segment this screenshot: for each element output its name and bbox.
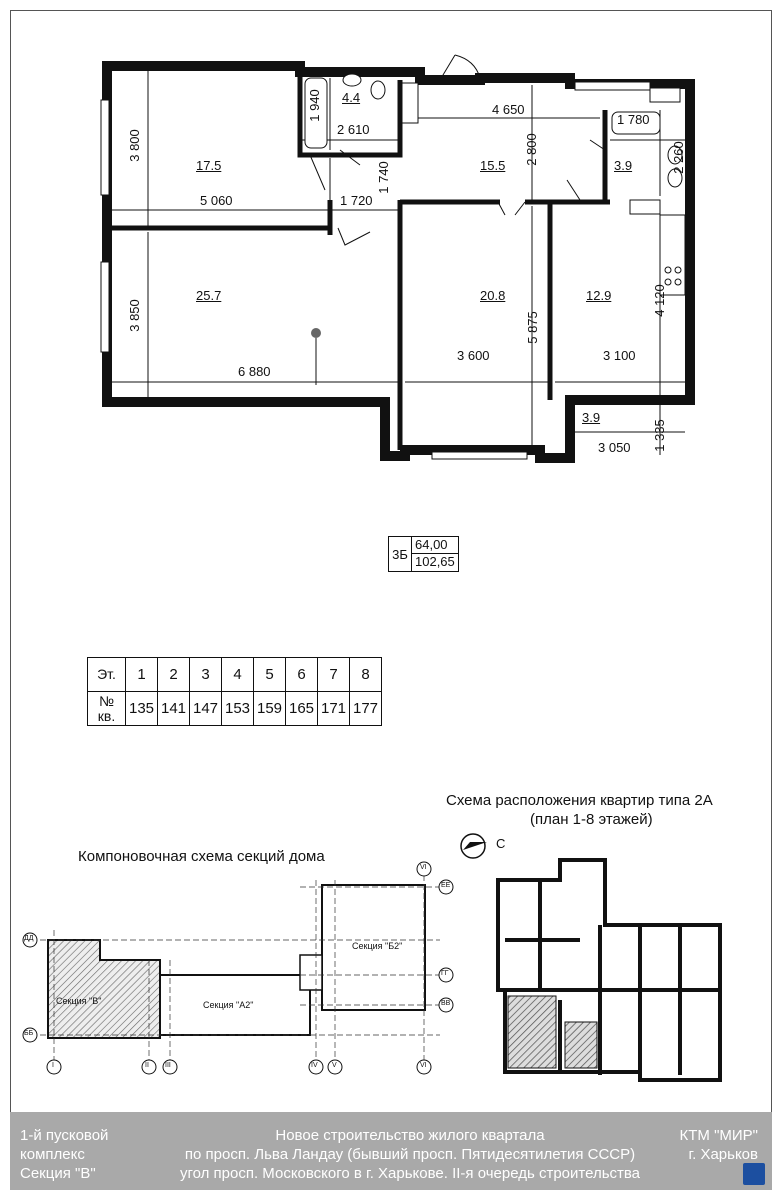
floor-cell: 7 xyxy=(318,658,350,692)
axis-label: ДД xyxy=(24,935,34,942)
floor-header: Эт. xyxy=(88,658,126,692)
scheme-subtitle: (план 1-8 этажей) xyxy=(530,811,653,828)
section-b-label: Секция "В" xyxy=(56,996,102,1006)
company-logo-icon xyxy=(743,1163,765,1185)
room-area-3-9-balcony: 3.9 xyxy=(582,410,601,425)
axis-label: VI xyxy=(420,864,427,871)
footer-center-line: по просп. Льва Ландау (бывший просп. Пятидесятилетия СССР) xyxy=(184,1146,636,1163)
dim-label: 1 780 xyxy=(617,112,650,127)
north-arrow-icon xyxy=(461,834,487,858)
room-area-12-9: 12.9 xyxy=(586,288,612,303)
section-a2-label: Секция "А2" xyxy=(203,1000,254,1010)
apartment-cell: 159 xyxy=(254,692,286,726)
apartment-cell: 147 xyxy=(190,692,222,726)
dim-label: 2 260 xyxy=(670,141,686,174)
sections-scheme-title: Компоновочная схема секций дома xyxy=(78,848,325,865)
room-area-4-4: 4.4 xyxy=(342,90,361,105)
north-label: С xyxy=(496,836,506,851)
dim-label: 4 650 xyxy=(492,102,525,117)
apartment-cell: 171 xyxy=(318,692,350,726)
apartment-type: 3Б xyxy=(389,537,412,571)
dim-label: 5 875 xyxy=(524,311,540,344)
floor-cell: 5 xyxy=(254,658,286,692)
dim-label: 1 335 xyxy=(651,419,667,452)
dim-label: 3 600 xyxy=(457,348,490,363)
dim-label: 1 740 xyxy=(375,161,391,194)
scheme-title: Схема расположения квартир типа 2А xyxy=(446,792,713,809)
footer-center-line: угол просп. Московского в г. Харькове. II-я очередь строительства xyxy=(179,1165,641,1182)
sections-scheme xyxy=(0,860,782,1090)
axis-label: III xyxy=(165,1062,171,1069)
apartment-cell: 177 xyxy=(350,692,382,726)
room-area-20-8: 20.8 xyxy=(480,288,506,303)
apartment-cell: 141 xyxy=(158,692,190,726)
table-row xyxy=(88,658,382,692)
axis-label: ГГ xyxy=(441,970,449,977)
floor-plan xyxy=(0,0,782,480)
axis-label: ББ xyxy=(24,1030,34,1037)
dim-label: 3 800 xyxy=(126,129,142,162)
apartment-area-box xyxy=(388,536,459,572)
dim-label: 4 120 xyxy=(651,284,667,317)
footer-left-line: комплекс xyxy=(20,1146,85,1163)
dim-label: 3 100 xyxy=(603,348,636,363)
living-area: 64,00 xyxy=(412,537,458,554)
room-area-17-5: 17.5 xyxy=(196,158,222,173)
floor-cell: 3 xyxy=(190,658,222,692)
dim-label: 1 940 xyxy=(306,89,322,122)
floor-cell: 4 xyxy=(222,658,254,692)
riser-marker xyxy=(311,328,321,338)
axis-label: V xyxy=(332,1062,337,1069)
section-b2-label: Секция "Б2" xyxy=(352,941,403,951)
footer-left-line: Секция "В" xyxy=(20,1165,96,1182)
dim-label: 3 850 xyxy=(126,299,142,332)
footer-right-line: КТМ "МИР" xyxy=(679,1127,758,1144)
dim-label: 3 050 xyxy=(598,440,631,455)
room-area-25-7: 25.7 xyxy=(196,288,222,303)
floor-cell: 1 xyxy=(126,658,158,692)
axis-label: VI xyxy=(420,1062,427,1069)
dim-label: 6 880 xyxy=(238,364,271,379)
axis-label: ЕЕ xyxy=(441,882,451,889)
axis-label: II xyxy=(145,1062,149,1069)
section-b-outline xyxy=(48,940,160,1038)
axis-label: I xyxy=(52,1062,54,1069)
apartment-header: № кв. xyxy=(88,692,126,726)
floor-apartment-table xyxy=(87,657,382,726)
title-block-footer xyxy=(10,1112,772,1190)
apartment-cell: 153 xyxy=(222,692,254,726)
axis-label: IV xyxy=(311,1062,318,1069)
total-area: 102,65 xyxy=(415,554,455,569)
dim-label: 2 800 xyxy=(523,133,539,166)
floor-cell: 2 xyxy=(158,658,190,692)
footer-left-line: 1-й пусковой xyxy=(20,1127,109,1144)
axis-label: ВВ xyxy=(441,1000,451,1007)
room-area-3-9-bath: 3.9 xyxy=(614,158,633,173)
dim-label: 5 060 xyxy=(200,193,233,208)
floor-cell: 6 xyxy=(286,658,318,692)
dim-label: 1 720 xyxy=(340,193,373,208)
floor-cell: 8 xyxy=(350,658,382,692)
apartment-cell: 135 xyxy=(126,692,158,726)
apartment-cell: 165 xyxy=(286,692,318,726)
room-area-15-5: 15.5 xyxy=(480,158,506,173)
table-row xyxy=(88,692,382,726)
dim-label: 2 610 xyxy=(337,122,370,137)
footer-right-line: г. Харьков xyxy=(688,1146,758,1163)
footer-center-line: Новое строительство жилого квартала xyxy=(275,1127,545,1144)
